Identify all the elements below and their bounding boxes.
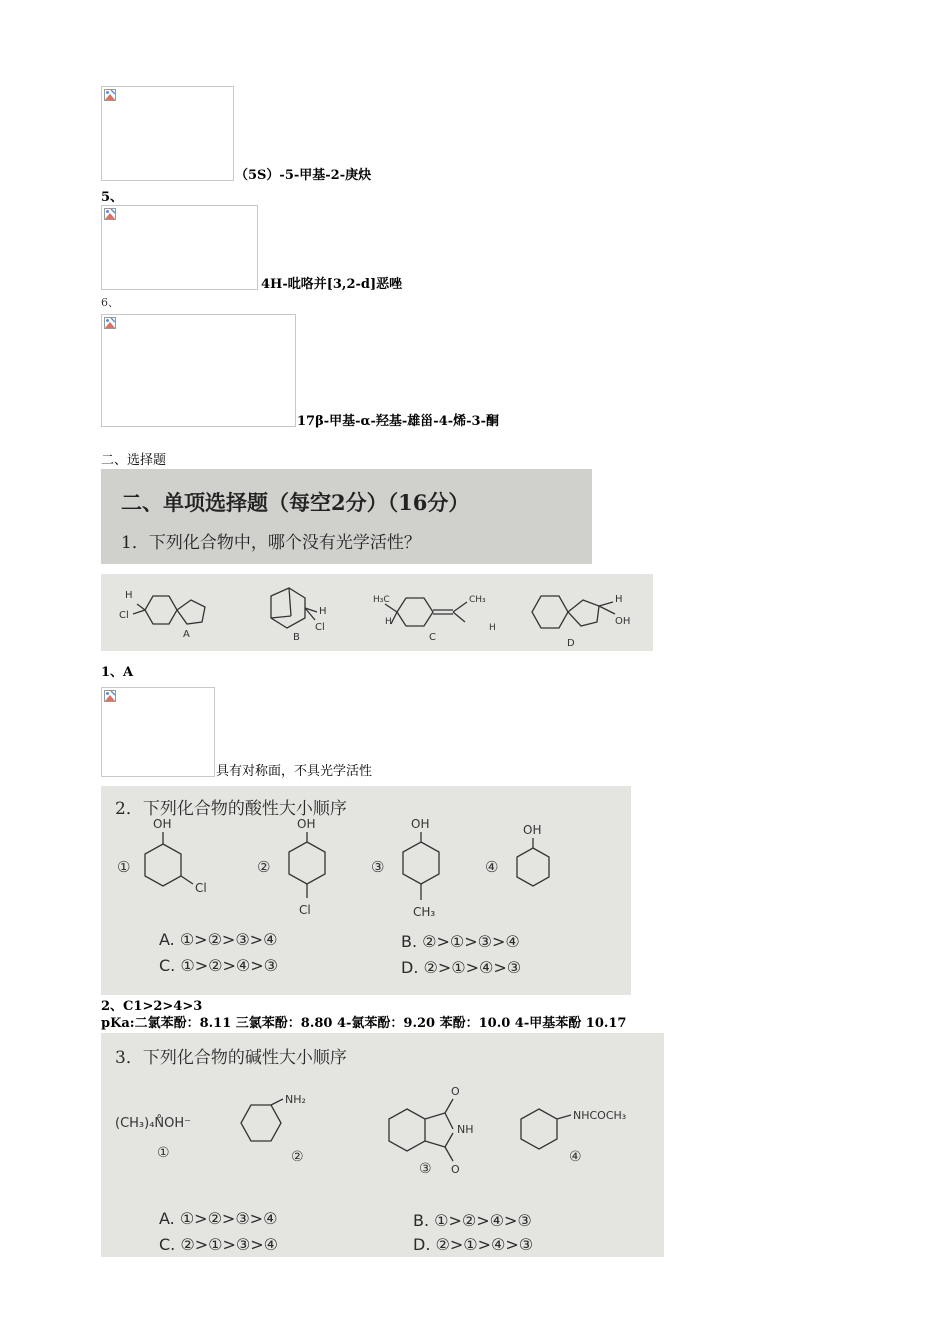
answer-2-pka: pKa:二氯苯酚：8.11 三氯苯酚：8.80 4-氯苯酚：9.20 苯酚：10.0 4-甲基苯酚 10.17 [101, 1016, 627, 1031]
question-3-text: 3．下列化合物的碱性大小顺序 [115, 1048, 347, 1068]
acid-3-ch3: CH₃ [413, 905, 436, 919]
acid-option-b: B. ②>①>③>④ [401, 932, 520, 951]
broken-image-icon [104, 89, 116, 101]
struct-a-cl: Cl [119, 610, 129, 621]
base-num-1: ① [157, 1145, 170, 1161]
broken-image-answer-1 [101, 687, 215, 777]
broken-image-icon [104, 690, 116, 702]
acid-option-a: A. ①>②>③>④ [159, 930, 278, 949]
base-option-c: C. ②>①>③>④ [159, 1235, 278, 1254]
struct-label-d: D [567, 638, 575, 649]
struct-d-oh: OH [615, 616, 631, 627]
base-option-a: A. ①>②>③>④ [159, 1209, 278, 1228]
struct-b-h: H [319, 606, 327, 617]
struct-label-a: A [183, 629, 190, 640]
photo-structures-abcd [101, 574, 653, 651]
base-3-o-top: O [451, 1085, 460, 1098]
base-2-nh2: NH₂ [285, 1093, 306, 1106]
acid-2-cl: Cl [299, 903, 311, 917]
base-option-b: B. ①>②>④>③ [413, 1211, 532, 1230]
q4-compound-name: （5S）-5-甲基-2-庚炔 [235, 168, 372, 183]
acid-2-oh: OH [297, 817, 316, 831]
acid-num-3: ③ [371, 858, 385, 876]
acid-num-2: ② [257, 858, 271, 876]
acid-3-oh: OH [411, 817, 430, 831]
q5-compound-name: 4H-吡咯并[3,2-d]恶唑 [261, 277, 403, 292]
base-num-2: ② [291, 1149, 304, 1165]
acid-option-d: D. ②>①>④>③ [401, 958, 522, 977]
broken-image-q6 [101, 314, 296, 427]
q6-compound-name: 17β-甲基-α-羟基-雄甾-4-烯-3-酮 [297, 414, 499, 429]
acid-1-oh: OH [153, 817, 172, 831]
acid-num-4: ④ [485, 858, 499, 876]
base-3-nh: NH [457, 1123, 474, 1136]
photo-section-header [101, 469, 592, 564]
photo-heading: 二、单项选择题（每空2分）（16分） [121, 490, 470, 515]
acid-option-c: C. ①>②>④>③ [159, 956, 278, 975]
struct-d-h: H [615, 594, 623, 605]
base-num-3: ③ [419, 1161, 432, 1177]
broken-image-icon [104, 208, 116, 220]
struct-c-h3c: H₃C [373, 595, 390, 605]
q5-label: 5、 [101, 190, 124, 205]
struct-a-h: H [125, 590, 133, 601]
answer-2-label: 2、C1>2>4>3 [101, 999, 203, 1014]
broken-image-q5 [101, 205, 258, 290]
photo-acidity-question [101, 786, 631, 995]
struct-label-c: C [429, 632, 436, 643]
broken-image-q4 [101, 86, 234, 181]
acid-4-oh: OH [523, 823, 542, 837]
structures-abcd-svg [101, 574, 653, 651]
section-heading: 二、选择题 [101, 453, 167, 468]
acid-1-cl: Cl [195, 881, 207, 895]
question-2-text: 2．下列化合物的酸性大小顺序 [115, 799, 347, 819]
answer-1-explanation: 具有对称面，不具光学活性 [216, 764, 373, 779]
struct-b-cl: Cl [315, 622, 325, 633]
base-3-o-bottom: O [451, 1163, 460, 1176]
acid-num-1: ① [117, 858, 131, 876]
base-num-4: ④ [569, 1149, 582, 1165]
photo-basicity-question [101, 1033, 664, 1257]
struct-c-ch3: CH₃ [469, 595, 486, 605]
q6-label: 6、 [101, 296, 119, 309]
base-4-nhcoch3: NHCOCH₃ [573, 1109, 627, 1122]
photo-question-1: 1．下列化合物中，哪个没有光学活性？ [121, 533, 421, 553]
broken-image-icon [104, 317, 116, 329]
answer-1-label: 1、A [101, 665, 134, 680]
struct-c-h: H [385, 617, 392, 627]
base-option-d: D. ②>①>④>③ [413, 1235, 534, 1254]
struct-c-h2: H [489, 623, 496, 633]
base-1-text: (CH₃)₄N̊OH⁻ [115, 1116, 192, 1131]
struct-label-b: B [293, 632, 300, 643]
